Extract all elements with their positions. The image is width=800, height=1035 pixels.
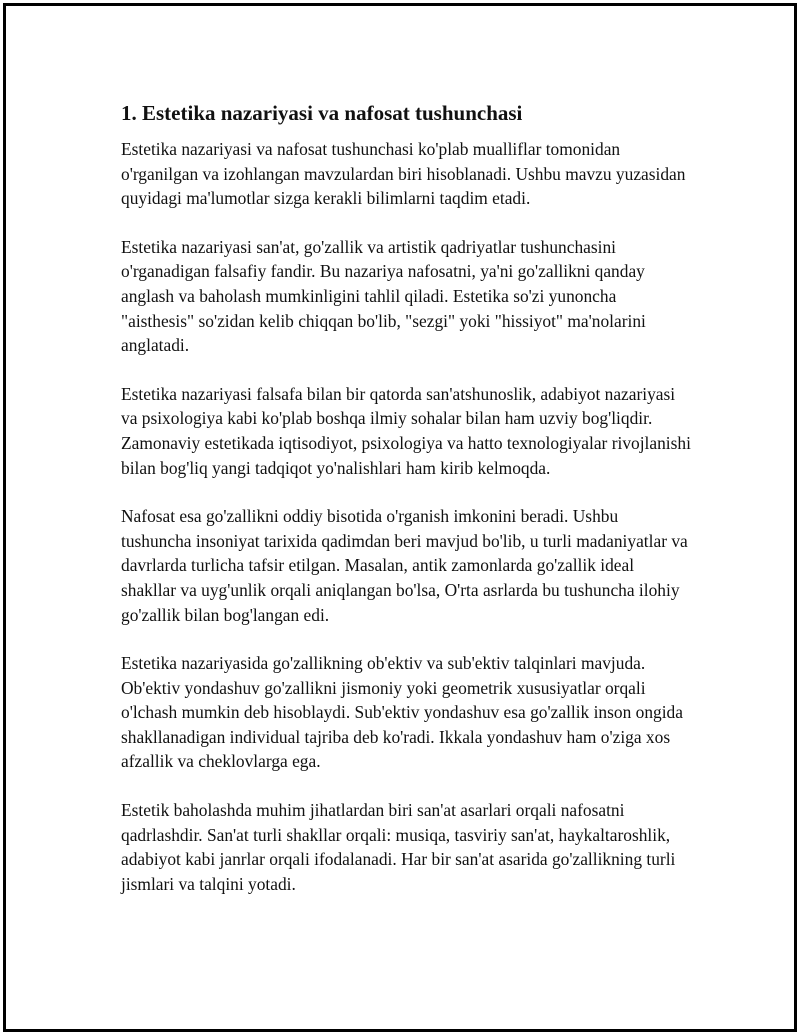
document-body [121,100,691,920]
section-title: 1. Estetika nazariyasi va nafosat tushunchasi [121,101,523,125]
page-frame [3,3,797,1032]
paragraph-3: Estetika nazariyasi falsafa bilan bir qatorda san'atshunoslik, adabiyot nazariyasi va psixologiya kabi ko'plab boshqa ilmiy sohalar bilan ham uzviy bog'liqdir. Zamonaviy estetikada iqtisodiyot, psixologiya va hatto texnologiyalar rivojlanishi bilan bog'liq yangi tadqiqot yo'nalishlari ham kirib kelmoqda. [121,383,691,478]
paragraph-1: Estetika nazariyasi va nafosat tushunchasi ko'plab mualliflar tomonidan o'rganilgan va izohlangan mavzulardan biri hisoblanadi. Ushbu mavzu yuzasidan quyidagi ma'lumotlar sizga kerakli bilimlarni taqdim etadi. [121,139,686,209]
paragraph-6: Estetik baholashda muhim jihatlardan biri san'at asarlari orqali nafosatni qadrlashdir. San'at turli shakllar orqali: musiqa, tasviriy san'at, haykaltaroshlik, adabiyot kabi janrlar orqali ifodalanadi. Har bir san'at asarida go'zallikning turli jismlari va talqini yotadi. [121,800,676,894]
paragraph-4: Nafosat esa go'zallikni oddiy bisotida o'rganish imkonini beradi. Ushbu tushuncha insoniyat tarixida qadimdan beri mavjud bo'lib, u turli madaniyatlar va davrlarda turlicha tafsir etilgan. Masalan, antik zamonlarda go'zallik ideal shakllar va uyg'unlik orqali aniqlangan bo'lsa, O'rta asrlarda bu tushuncha ilohiy go'zallik bilan bog'langan edi. [121,506,688,625]
paragraph-2: Estetika nazariyasi san'at, go'zallik va artistik qadriyatlar tushunchasini o'rganadigan falsafiy fandir. Bu nazariya nafosatni, ya'ni go'zallikni qanday anglash va baholash mumkinligini tahlil qiladi. Estetika so'zi yunoncha "aisthesis" so'zidan kelib chiqqan bo'lib, "sezgi" yoki "hissiyot" ma'nolarini anglatadi. [121,236,646,356]
paragraph-5: Estetika nazariyasida go'zallikning ob'ektiv va sub'ektiv talqinlari mavjuda. Ob'ektiv yondashuv go'zallikni jismoniy yoki geometrik xususiyatlar orqali o'lchash mumkin deb hisoblaydi. Sub'ektiv yondashuv esa go'zallik inson ongida shakllanadigan individual tajriba deb ko'radi. Ikkala yondashuv ham o'ziga xos afzallik va cheklovlarga ega. [121,653,683,772]
